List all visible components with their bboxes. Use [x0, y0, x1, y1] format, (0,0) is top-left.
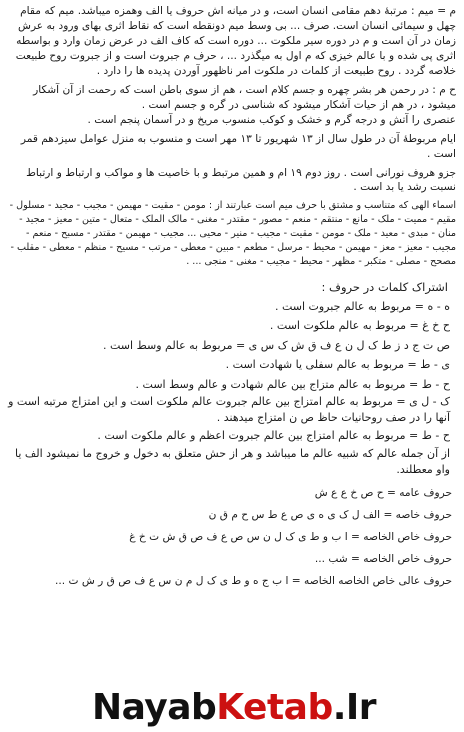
rule-item-1: ه - ه = مربوط به عالم جبروت است .	[274, 299, 450, 313]
site-watermark-logo	[74, 686, 394, 730]
divine-names-list: اسماء الهی که متناسب و مشتق با حرف میم است عبارتند از : مومن - مقیت - مهیمن - مجیب - مجید - مسلول - مقیم - ممیت - ملک - مانع - منتقم - منعم - مصور - مقتدر - مغنی - مالک الملک - متعال - متین - معیز - مجید - منان - مبدی - معید - ملک - مومن - مقیت - مجیب - منیر - محیی ... مجیب - مهیمن - مقتدر - مسبح - منعم - مجیب - معیز - معز - مهیمن - محیط - مرسل - مطعم - مبین - معطی - مرتب - مسیح - منظم - معطی - مقلب - مصحح - مصلی - متکبر - مظهر - محیط - مجیب - مغنی - منجی ... .	[9, 199, 456, 267]
rule-item-6: ک - ل ی = مربوط به عالم امتزاج بین عالم جبروت عالم ملکوت است و این امتزاج مرتبه است و آنها را در صف روحانیات حاظ ص ن امتزاج میدهند .	[8, 395, 450, 425]
paragraph-ha-mim: ح م : در رحمن هر بشر چهره و جسم کلام است ، هم از سوی باطن است که رحمت از آن آشکار میشود ، در هم از حیات آشکار میشود که شناسی در گره و جسم است .	[33, 84, 456, 111]
paragraph-luminous-letters: جزو هروف نورانی است . روز دوم ۱۹ ام و همین مرتبط و با خاصیت ها و مواکب و ارتباط و ارتباط نسبت رشد یا بد است .	[26, 167, 456, 194]
letter-group-4: حروف خاص الخاصه = شب ...	[314, 552, 452, 565]
letter-group-2: حروف خاصه = الف ل ک ی ه ی ص ع ط س ح م ق ن	[208, 508, 452, 521]
paragraph-element: عنصری را آتش و درجه گرم و خشک و کوکب منسوب مریخ و در آسمان پنجم است .	[87, 114, 456, 126]
rule-item-4: ی - ط = مربوط به عالم سفلی یا شهادت است .	[225, 358, 450, 372]
letter-group-1: حروف عامه = ح ص خ ع ع ش	[314, 486, 452, 499]
paragraph-days: ایام مربوطهٔ آن در طول سال از ۱۳ شهریور تا ۱۳ مهر است و منسوب به منزل عوامل سیزدهم قمر است .	[20, 133, 456, 160]
watermark-part-ir: .Ir	[332, 687, 377, 728]
watermark-part-nayab: Nayab	[91, 687, 217, 728]
letter-group-5: حروف عالی خاص الخاصه الخاصه = ا ب ج ه و ط ی ک ل م ن س ع ف ص ق ر ش ت ...	[55, 574, 452, 587]
watermark-part-ketab: Ketab	[216, 687, 333, 728]
letter-group-3: حروف خاص الخاصه = ا ب و ط ی ک ل ن س ص ع ف ص ق ش ت خ غ	[129, 530, 452, 543]
paragraph-mim-intro: م = میم : مرتبهٔ دهم مقامی انسان است، و در میانه اش حروف یا الف وهمزه میباشد. میم که مقام چهل و سیمائی انسان است. صرف ... بی وسط میم دونقطه است که نقاط اثری بهای ورود به عرش زمان در آن است و م در دوره سیر ملکوت ... دوره است که کاف الف در عرض زمان وارد و بواسطه اثری پی شده و با عالم خیزی که م اول به میگذرد ... ، حرف م جبروت است و از جبروت روح طبیعت خلاصه گردد . روح طبیعت از کلمات در ملکوت امر ناظهور آوردن پدیده ها را دارد .	[15, 5, 456, 77]
rule-item-3: ص ت ج د ز ط ک ل ن ع ف ق ش ک س ی = مربوط به عالم وسط است .	[103, 338, 450, 352]
rule-item-5: ح - ط = مربوط به عالم متزاج بین عالم شهادت و عالم وسط است .	[135, 377, 450, 391]
section-heading: اشتراک کلمات در حروف :	[321, 279, 448, 294]
rule-item-8: از آن جمله عالم که شبیه عالم ما میباشد و هر از حش متعلق به دخول و خروج ما نمیشود الف یا واو معطلند.	[14, 446, 450, 476]
rule-item-2: ح خ غ = مربوط به عالم ملکوت است .	[269, 319, 450, 333]
rule-item-7: ح - ط = مربوط به عالم امتزاج بین عالم جبروت اعظم و عالم ملکوت است .	[97, 429, 450, 443]
